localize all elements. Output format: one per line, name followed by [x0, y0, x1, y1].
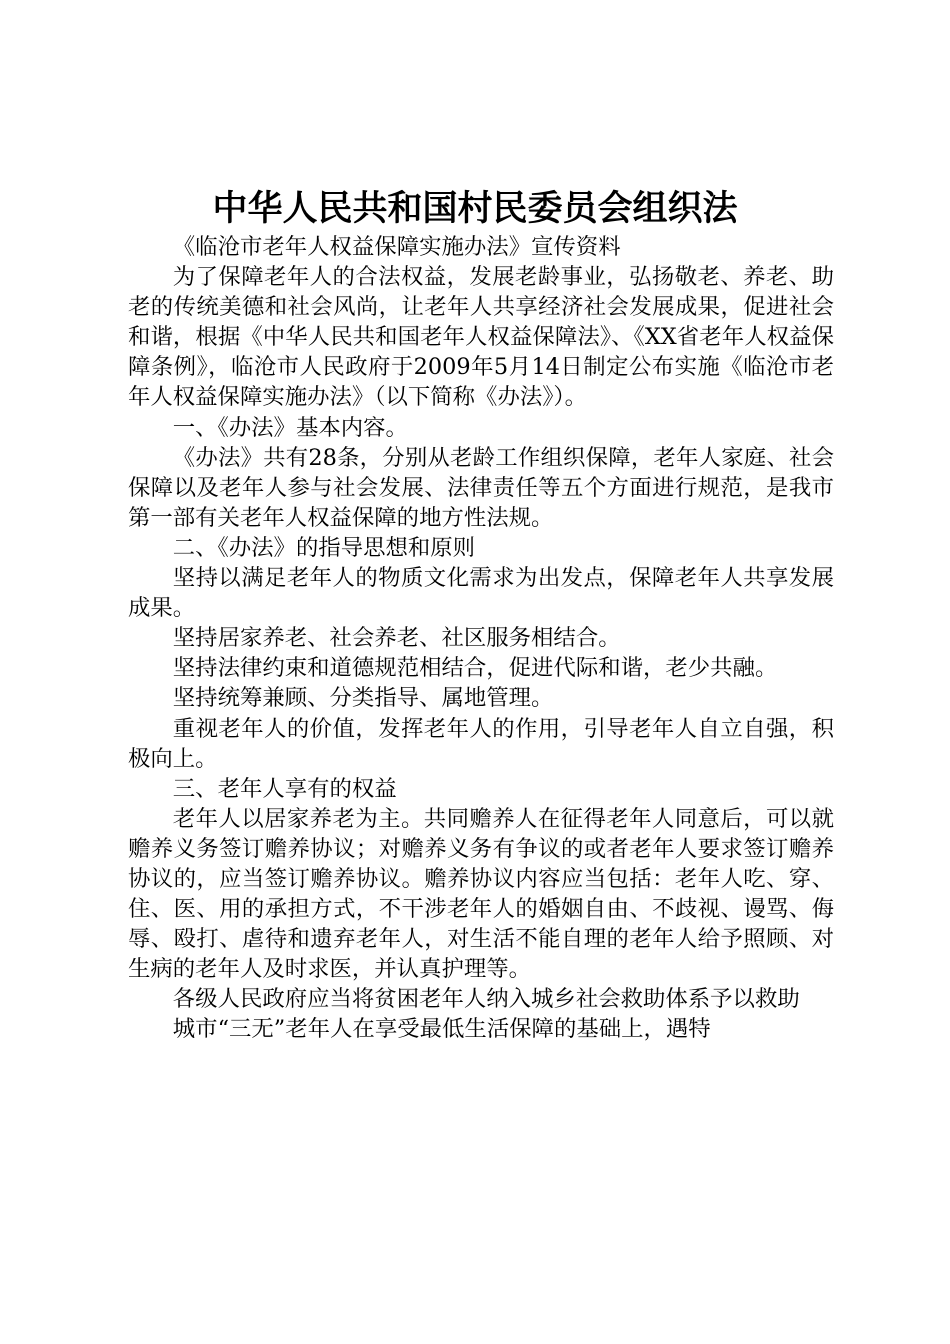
paragraph: 《办法》共有28条，分别从老龄工作组织保障，老年人家庭、社会保障以及老年人参与社会发展、法律责任等五个方面进行规范，是我市第一部有关老年人权益保障的地方性法规。: [128, 444, 834, 531]
section-heading: 二、《办法》的指导思想和原则: [172, 534, 476, 561]
paragraph: 重视老年人的价值，发挥老年人的作用，引导老年人自立自强，积极向上。: [128, 715, 834, 772]
document-body: [128, 232, 834, 1045]
paragraph: 坚持居家养老、社会养老、社区服务相结合。: [172, 625, 621, 652]
paragraph: 城市“三无”老年人在享受最低生活保障的基础上，遇特: [172, 1016, 711, 1043]
paragraph: 坚持法律约束和道德规范相结合，促进代际和谐，老少共融。: [172, 655, 778, 682]
paragraph: 坚持统筹兼顾、分类指导、属地管理。: [172, 685, 554, 712]
paragraph: 老年人以居家养老为主。共同赡养人在征得老年人同意后，可以就赡养义务签订赡养协议；对赡养义务有争议的或者老年人要求签订赡养协议的，应当签订赡养协议。赡养协议内容应当包括：老年人吃、穿、住、医、用的承担方式，不干涉老年人的婚姻自由、不歧视、谩骂、侮辱、殴打、虐待和遗弃老年人，对生活不能自理的老年人给予照顾、对生病的老年人及时求医，并认真护理等。: [128, 805, 834, 983]
section-heading: 三、老年人享有的权益: [172, 775, 397, 802]
paragraph: 各级人民政府应当将贫困老年人纳入城乡社会救助体系予以救助: [172, 986, 800, 1013]
subtitle-line: 《临沧市老年人权益保障实施办法》宣传资料: [172, 234, 621, 260]
paragraph: 为了保障老年人的合法权益，发展老龄事业，弘扬敬老、养老、助老的传统美德和社会风尚，让老年人共享经济社会发展成果，促进社会和谐，根据《中华人民共和国老年人权益保障法》、《XX省老年人权益保障条例》，临沧市人民政府于2009年5月14日制定公布实施《临沧市老年人权益保障实施办法》（以下简称《办法》）。: [128, 264, 834, 411]
section-heading: 一、《办法》基本内容。: [172, 414, 408, 441]
page-title: 中华人民共和国村民委员会组织法: [212, 188, 738, 229]
paragraph: 坚持以满足老年人的物质文化需求为出发点，保障老年人共享发展成果。: [128, 565, 834, 622]
